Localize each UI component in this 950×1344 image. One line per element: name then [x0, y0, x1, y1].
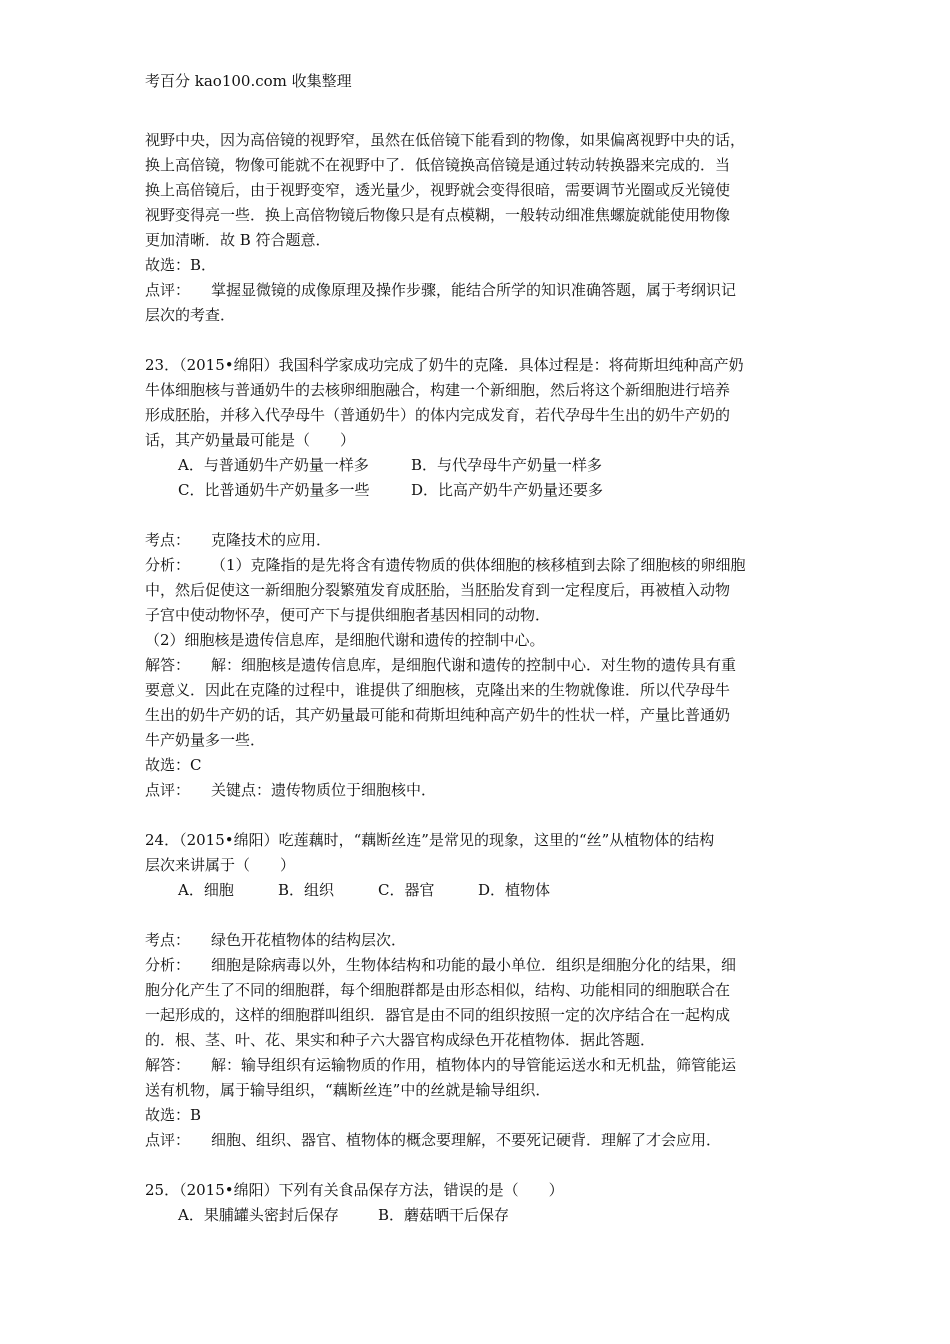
kaodian-text: 克隆技术的应用． [211, 531, 332, 549]
question-23 [145, 353, 813, 803]
options-row [145, 478, 813, 503]
option-a: A．细胞 [178, 881, 234, 899]
jieda-line [145, 1053, 813, 1078]
text-line: 视野中央，因为高倍镜的视野窄，虽然在低倍镜下能看到的物像，如果偏离视野中央的话， [145, 131, 746, 149]
prev-answer-block [145, 128, 813, 328]
option-b: B．与代孕母牛产奶量一样多 [411, 456, 603, 474]
kaodian-line [145, 528, 813, 553]
review-line [145, 778, 813, 803]
review-line-cont: 层次的考查． [145, 306, 236, 324]
text-line: 换上高倍镜后，由于视野变窄，透光量少，视野就会变得很暗，需要调节光圈或反光镜使 [145, 181, 731, 199]
page-header: 考百分 kao100.com 收集整理 [145, 72, 352, 90]
review-label: 点评： [145, 781, 191, 799]
jieda-line: 送有机物，属于输导组织，“藕断丝连”中的丝就是输导组织． [145, 1081, 551, 1099]
kaodian-line [145, 928, 813, 953]
jieda-line: 牛产奶量多一些． [145, 731, 266, 749]
text-line: 视野变得亮一些．换上高倍物镜后物像只是有点模糊，一般转动细准焦螺旋就能使用物像 [145, 206, 731, 224]
option-a: A．果脯罐头密封后保存 [178, 1206, 339, 1224]
question-stem-line: 话，其产奶量最可能是（ ） [145, 431, 356, 449]
answer-line: 故选：B． [145, 256, 217, 274]
question-stem-line: 层次来讲属于（ ） [145, 856, 296, 874]
option-b: B．蘑菇晒干后保存 [378, 1206, 510, 1224]
option-d: D．比高产奶牛产奶量还要多 [411, 481, 604, 499]
text-line: 更加清晰．故 B 符合题意． [145, 231, 331, 249]
jieda-line: 生出的奶牛产奶的话，其产奶量最可能和荷斯坦纯种高产奶牛的性状一样，产量比普通奶 [145, 706, 731, 724]
option-b: B．组织 [278, 881, 335, 899]
fenxi-line: 的．根、茎、叶、花、果实和种子六大器官构成绿色开花植物体．据此答题． [145, 1031, 656, 1049]
jieda-text: 解：输导组织有运输物质的作用，植物体内的导管能运送水和无机盐，筛管能运 [211, 1056, 737, 1074]
answer-line: 故选：B [145, 1106, 202, 1124]
kaodian-label: 考点： [145, 531, 191, 549]
jieda-line [145, 653, 813, 678]
question-stem-line: 24．（2015•绵阳）吃莲藕时，“藕断丝连”是常见的现象，这里的“丝”从植物体的结构 [145, 831, 715, 849]
review-text: 细胞、组织、器官、植物体的概念要理解，不要死记硬背．理解了才会应用． [211, 1131, 722, 1149]
document-body [145, 128, 813, 1228]
options-row [145, 878, 813, 903]
question-stem-line: 形成胚胎，并移入代孕母牛（普通奶牛）的体内完成发育，若代孕母牛生出的奶牛产奶的 [145, 406, 731, 424]
kaodian-label: 考点： [145, 931, 191, 949]
jieda-label: 解答： [145, 656, 191, 674]
fenxi-line: 胞分化产生了不同的细胞群，每个细胞群都是由形态相似，结构、功能相同的细胞联合在 [145, 981, 731, 999]
text-line: 换上高倍镜，物像可能就不在视野中了．低倍镜换高倍镜是通过转动转换器来完成的．当 [145, 156, 731, 174]
kaodian-text: 绿色开花植物体的结构层次． [211, 931, 407, 949]
jieda-line: 要意义．因此在克隆的过程中，谁提供了细胞核，克隆出来的生物就像谁．所以代孕母牛 [145, 681, 731, 699]
options-row [145, 453, 813, 478]
fenxi-line: 子宫中使动物怀孕，便可产下与提供细胞者基因相同的动物． [145, 606, 551, 624]
fenxi-text: 细胞是除病毒以外，生物体结构和功能的最小单位．组织是细胞分化的结果，细 [211, 956, 737, 974]
answer-line: 故选：C [145, 756, 202, 774]
fenxi-line: 中，然后促使这一新细胞分裂繁殖发育成胚胎，当胚胎发育到一定程度后，再被植入动物 [145, 581, 731, 599]
fenxi-line: 一起形成的，这样的细胞群叫组织．器官是由不同的组织按照一定的次序结合在一起构成 [145, 1006, 731, 1024]
option-a: A．与普通奶牛产奶量一样多 [178, 456, 369, 474]
option-d: D．植物体 [478, 881, 551, 899]
jieda-text: 解：细胞核是遗传信息库，是细胞代谢和遗传的控制中心．对生物的遗传具有重 [211, 656, 737, 674]
fenxi-label: 分析： [145, 956, 191, 974]
fenxi-line [145, 953, 813, 978]
fenxi-label: 分析： [145, 556, 191, 574]
review-line [145, 1128, 813, 1153]
option-c: C．器官 [378, 881, 435, 899]
question-stem-line: 23．（2015•绵阳）我国科学家成功完成了奶牛的克隆．具体过程是：将荷斯坦纯种高产奶 [145, 356, 744, 374]
fenxi-text: （1）克隆指的是先将含有遗传物质的供体细胞的核移植到去除了细胞核的卵细胞 [211, 556, 746, 574]
review-text: 掌握显微镜的成像原理及操作步骤，能结合所学的知识准确答题，属于考纲识记 [211, 281, 737, 299]
fenxi-line: （2）细胞核是遗传信息库，是细胞代谢和遗传的控制中心。 [145, 631, 545, 649]
question-25 [145, 1178, 813, 1228]
question-stem-line: 牛体细胞核与普通奶牛的去核卵细胞融合，构建一个新细胞，然后将这个新细胞进行培养 [145, 381, 731, 399]
question-stem-line: 25．（2015•绵阳）下列有关食品保存方法，错误的是（ ） [145, 1181, 564, 1199]
fenxi-line [145, 553, 813, 578]
question-24 [145, 828, 813, 1153]
review-label: 点评： [145, 1131, 191, 1149]
review-line [145, 278, 813, 303]
review-label: 点评： [145, 281, 191, 299]
options-row [145, 1203, 813, 1228]
option-c: C．比普通奶牛产奶量多一些 [178, 481, 370, 499]
review-text: 关键点：遗传物质位于细胞核中． [211, 781, 437, 799]
jieda-label: 解答： [145, 1056, 191, 1074]
